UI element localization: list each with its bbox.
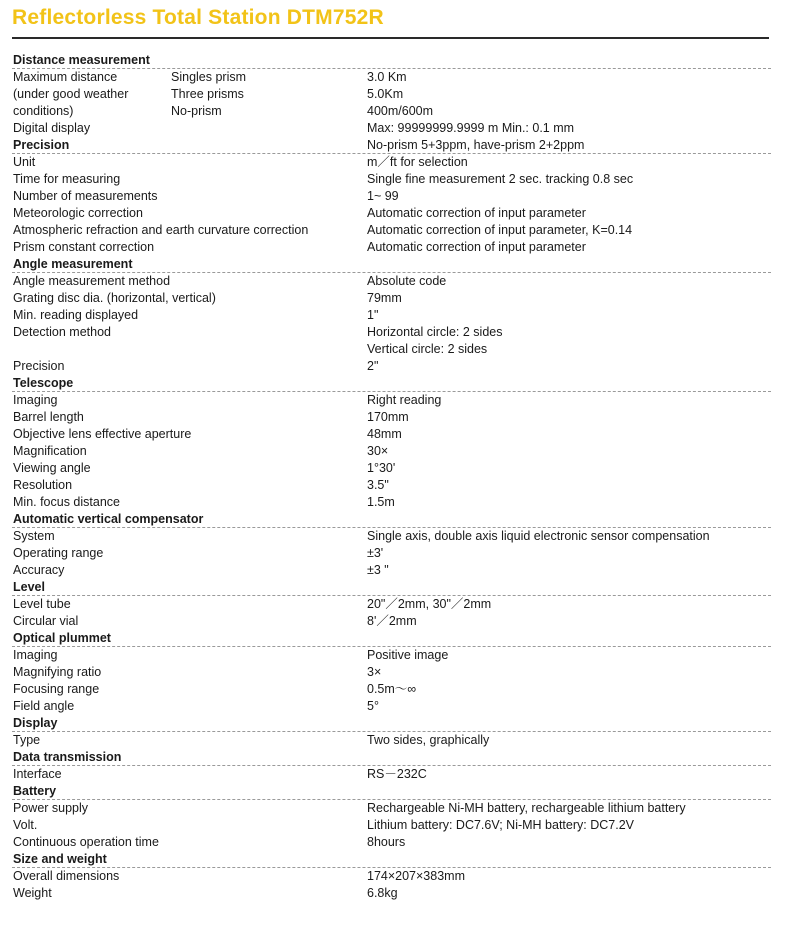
spec-sublabel: No-prism	[171, 104, 222, 118]
spec-row	[0, 477, 799, 494]
spec-row	[0, 562, 799, 579]
spec-value: 3.0 Km	[367, 70, 407, 84]
spec-value: 3.5"	[367, 478, 389, 492]
spec-value: 1"	[367, 308, 379, 322]
spec-label: Precision	[13, 359, 65, 373]
section-title: Optical plummet	[13, 631, 111, 645]
spec-value: 79mm	[367, 291, 402, 305]
section-header	[0, 256, 799, 273]
spec-row	[0, 120, 799, 137]
spec-value: Automatic correction of input parameter, K=0.14	[367, 223, 633, 237]
spec-row	[0, 86, 799, 103]
spec-label: Continuous operation time	[13, 835, 159, 849]
spec-value: 174×207×383mm	[367, 869, 465, 883]
spec-value: Two sides, graphically	[367, 733, 490, 747]
spec-label: Min. reading displayed	[13, 308, 139, 322]
spec-label: Unit	[13, 155, 36, 169]
spec-value: Absolute code	[367, 274, 447, 288]
section-header	[0, 511, 799, 528]
spec-value: 1°30'	[367, 461, 396, 475]
spec-value: 48mm	[367, 427, 402, 441]
spec-label: Imaging	[13, 393, 58, 407]
spec-row	[0, 409, 799, 426]
spec-row	[0, 647, 799, 664]
spec-label: Operating range	[13, 546, 104, 560]
spec-label: Objective lens effective aperture	[13, 427, 192, 441]
spec-row	[0, 613, 799, 630]
section-title: Distance measurement	[13, 53, 150, 67]
spec-value: 5.0Km	[367, 87, 404, 101]
spec-value: 170mm	[367, 410, 409, 424]
spec-label: Field angle	[13, 699, 75, 713]
spec-row	[0, 817, 799, 834]
section-title: Telescope	[13, 376, 74, 390]
spec-label: Detection method	[13, 325, 111, 339]
spec-label: Maximum distance	[13, 70, 118, 84]
spec-value: Rechargeable Ni-MH battery, rechargeable lithium battery	[367, 801, 686, 815]
spec-value: Lithium battery: DC7.6V; Ni-MH battery: DC7.2V	[367, 818, 634, 832]
spec-value: 1.5m	[367, 495, 395, 509]
spec-label: Power supply	[13, 801, 89, 815]
spec-label: Level tube	[13, 597, 71, 611]
section-header	[0, 783, 799, 800]
spec-label: Volt.	[13, 818, 38, 832]
spec-row	[0, 885, 799, 902]
spec-label: Meteorologic correction	[13, 206, 143, 220]
spec-row	[0, 188, 799, 205]
spec-row	[0, 834, 799, 851]
spec-value: 6.8kg	[367, 886, 398, 900]
spec-label: (under good weather	[13, 87, 129, 101]
spec-value: Max: 99999999.9999 m Min.: 0.1 mm	[367, 121, 575, 135]
spec-value: ±3'	[367, 546, 384, 560]
spec-row	[0, 460, 799, 477]
section-header	[0, 715, 799, 732]
section-header	[0, 137, 799, 154]
spec-value: Single axis, double axis liquid electronic sensor compensation	[367, 529, 710, 543]
spec-value: RS－232C	[367, 767, 427, 781]
section-title: Battery	[13, 784, 57, 798]
spec-row	[0, 154, 799, 171]
spec-value: No-prism 5+3ppm, have-prism 2+2ppm	[367, 138, 585, 152]
section-title: Level	[13, 580, 45, 594]
spec-table	[0, 52, 799, 902]
spec-row	[0, 426, 799, 443]
spec-value: ±3 "	[367, 563, 389, 577]
spec-value: 20"／2mm, 30"／2mm	[367, 597, 492, 611]
page-title: Reflectorless Total Station DTM752R	[12, 6, 384, 29]
section-title: Data transmission	[13, 750, 122, 764]
spec-row	[0, 596, 799, 613]
spec-label: Time for measuring	[13, 172, 121, 186]
spec-label: Angle measurement method	[13, 274, 171, 288]
spec-sublabel: Singles prism	[171, 70, 247, 84]
section-title: Precision	[13, 138, 70, 152]
spec-label: System	[13, 529, 55, 543]
section-header	[0, 579, 799, 596]
spec-row	[0, 698, 799, 715]
spec-value: Right reading	[367, 393, 442, 407]
section-header	[0, 749, 799, 766]
spec-value: 2"	[367, 359, 379, 373]
section-header	[0, 630, 799, 647]
spec-row	[0, 545, 799, 562]
spec-sublabel: Three prisms	[171, 87, 244, 101]
spec-row	[0, 171, 799, 188]
spec-label: Atmospheric refraction and earth curvature correction	[13, 223, 309, 237]
spec-value: 400m/600m	[367, 104, 434, 118]
spec-label: Circular vial	[13, 614, 79, 628]
spec-value: 1~ 99	[367, 189, 399, 203]
spec-label: Overall dimensions	[13, 869, 120, 883]
spec-label: Interface	[13, 767, 62, 781]
spec-value: Automatic correction of input parameter	[367, 206, 586, 220]
spec-row	[0, 103, 799, 120]
title-divider	[12, 37, 769, 39]
spec-label: Resolution	[13, 478, 73, 492]
spec-value: 30×	[367, 444, 389, 458]
spec-value: Single fine measurement 2 sec. tracking 0.8 sec	[367, 172, 634, 186]
spec-value: Vertical circle: 2 sides	[367, 342, 488, 356]
spec-row	[0, 222, 799, 239]
spec-value: 5°	[367, 699, 379, 713]
spec-row	[0, 494, 799, 511]
spec-row	[0, 239, 799, 256]
spec-row	[0, 732, 799, 749]
spec-label: Accuracy	[13, 563, 65, 577]
spec-row	[0, 307, 799, 324]
spec-label: Focusing range	[13, 682, 100, 696]
spec-label: Grating disc dia. (horizontal, vertical)	[13, 291, 216, 305]
section-title: Angle measurement	[13, 257, 133, 271]
spec-label: Prism constant correction	[13, 240, 155, 254]
spec-label: Viewing angle	[13, 461, 91, 475]
spec-label: Weight	[13, 886, 52, 900]
spec-label: Number of measurements	[13, 189, 158, 203]
spec-row	[0, 341, 799, 358]
spec-value: 0.5m～∞	[367, 682, 417, 696]
section-title: Size and weight	[13, 852, 107, 866]
spec-row	[0, 324, 799, 341]
spec-row	[0, 868, 799, 885]
spec-row	[0, 205, 799, 222]
spec-value: 3×	[367, 665, 382, 679]
spec-value: m／ft for selection	[367, 155, 468, 169]
spec-label: Magnification	[13, 444, 87, 458]
spec-label: Barrel length	[13, 410, 84, 424]
spec-row	[0, 358, 799, 375]
section-header	[0, 52, 799, 69]
spec-row	[0, 290, 799, 307]
spec-value: Automatic correction of input parameter	[367, 240, 586, 254]
spec-label: Imaging	[13, 648, 58, 662]
spec-row	[0, 664, 799, 681]
spec-value: Horizontal circle: 2 sides	[367, 325, 503, 339]
spec-label: Type	[13, 733, 41, 747]
spec-value: 8'／2mm	[367, 614, 417, 628]
spec-value: Positive image	[367, 648, 449, 662]
spec-label: Magnifying ratio	[13, 665, 102, 679]
spec-row	[0, 528, 799, 545]
spec-label: Digital display	[13, 121, 91, 135]
spec-row	[0, 800, 799, 817]
section-header	[0, 851, 799, 868]
spec-row	[0, 766, 799, 783]
spec-row	[0, 392, 799, 409]
section-title: Display	[13, 716, 58, 730]
section-header	[0, 375, 799, 392]
spec-row	[0, 273, 799, 290]
spec-value: 8hours	[367, 835, 406, 849]
section-title: Automatic vertical compensator	[13, 512, 204, 526]
spec-row	[0, 681, 799, 698]
spec-label: conditions)	[13, 104, 74, 118]
spec-row	[0, 443, 799, 460]
spec-label: Min. focus distance	[13, 495, 120, 509]
spec-row	[0, 69, 799, 86]
